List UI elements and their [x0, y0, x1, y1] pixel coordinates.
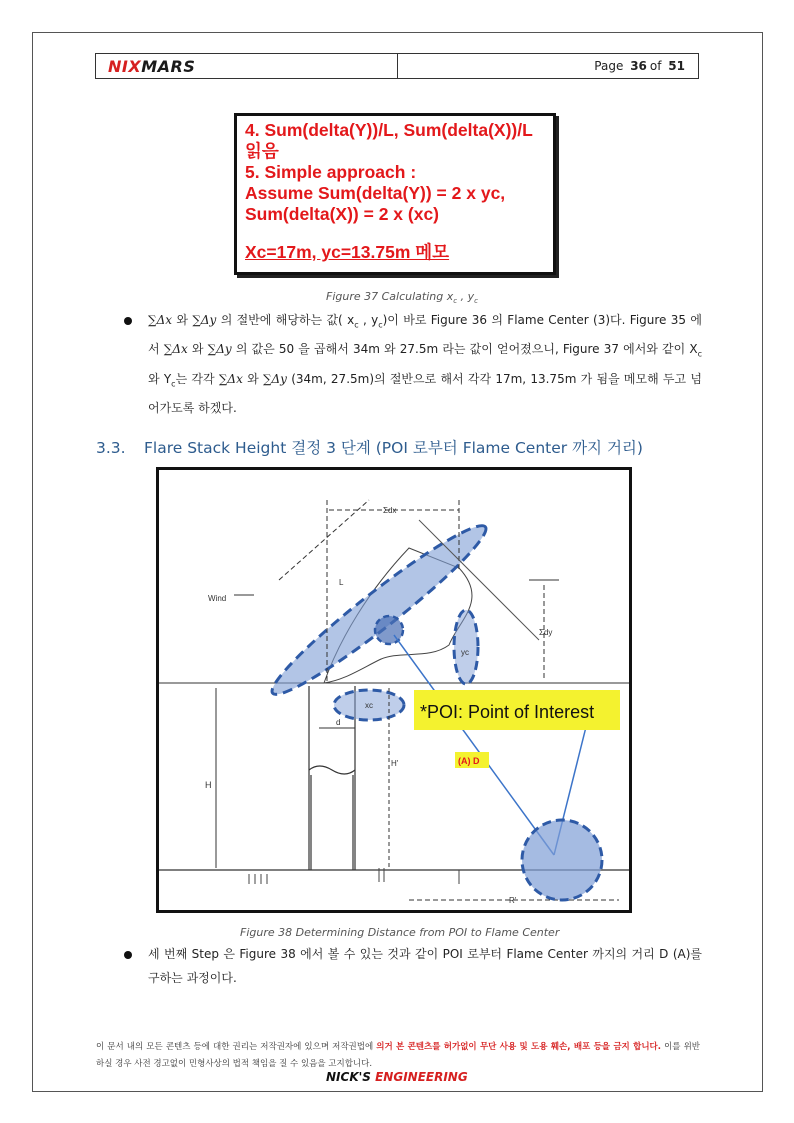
brand-part1: NICK'S [326, 1070, 376, 1084]
para1-sub-1: c [354, 320, 359, 330]
para1-text-2: , y [358, 313, 379, 327]
section-title: Flare Stack Height 결정 3 단계 (POI 로부터 Flame Center 까지 거리) [144, 439, 643, 457]
para1-text-5: 의 값은 50 을 곱해서 34m 와 27.5m 라는 값이 얻어졌으니, [235, 342, 559, 357]
sum-dx-3: ∑Δx [218, 371, 243, 386]
para1-text-3: )이 바로 Figure 36 의 Flame Center (3)다. [382, 313, 626, 327]
para1-text-4: Figure 35 에서 [148, 313, 702, 357]
sum-dx-2: ∑Δx [163, 342, 188, 357]
sigma-dy-label: Σdy [539, 628, 553, 637]
figure37-caption-sub1: c [453, 297, 458, 306]
page-indicator [398, 54, 698, 78]
para1-text-1: 의 절반에 해당하는 값( x [220, 313, 355, 327]
section-number: 3.3. [96, 439, 126, 457]
nixmars-logo [108, 57, 195, 76]
para1-text-8: 는 각각 [175, 371, 215, 386]
ad-label: (A) D [458, 756, 480, 766]
brand-part2: ENGINEERING [375, 1070, 468, 1084]
figure37-caption-mid: , y [457, 290, 475, 303]
memo-line-6: Xc=17m, yc=13.75m 메모 [245, 242, 450, 262]
note-part1: 이 문서 내의 모든 콘텐츠 등에 대한 권리는 저작권자에 있으며 저작권법에 [96, 1042, 377, 1052]
memo-figure [234, 113, 556, 275]
para1-text-6: Figure 37 에서와 같이 X [562, 342, 698, 357]
flare-diagram-svg [159, 470, 629, 910]
memo-line-5: Sum(delta(X)) = 2 x (xc) [245, 204, 440, 224]
yc-label: yc [461, 648, 469, 657]
figure37-caption [326, 290, 478, 305]
section-heading [96, 436, 643, 458]
figure37-caption-text: Figure 37 Calculating x [326, 290, 454, 303]
word-and-3: 와 [247, 371, 259, 386]
sigma-dx-label: Σdx [383, 506, 397, 515]
d-label: d [336, 718, 341, 727]
paragraph-step3 [124, 942, 702, 990]
poi-target-circle [522, 820, 602, 900]
h-label: H [205, 780, 212, 790]
para1-text-7: 와 Y [148, 371, 172, 386]
memo-line-1: 4. Sum(delta(Y))/L, Sum(delta(X))/L [245, 120, 533, 140]
sub-c-x: c [697, 349, 702, 359]
paragraph-flame-center [124, 308, 702, 420]
para1-text-10: 17m, 13.75m 가 됨을 메모해 두고 넘어가도록 하겠다. [148, 371, 702, 416]
note-red: 의거 본 콘텐츠를 허가없이 무단 사용 및 도용 훼손, 배포 등을 금지 합니다. [376, 1042, 661, 1052]
l-label: L [339, 578, 344, 587]
memo-line-3: 5. Simple approach : [245, 162, 417, 182]
xc-label: xc [365, 701, 373, 710]
para1-sub-2: c [378, 320, 383, 330]
flare-diagram [156, 467, 632, 913]
sum-dy-2: ∑Δy [207, 342, 232, 357]
of-word: of [649, 59, 662, 73]
page-word: Page [594, 59, 624, 73]
rprime-label: R' [509, 896, 517, 905]
memo-line-4: Assume Sum(delta(Y)) = 2 x yc, [245, 183, 506, 203]
logo-cell [96, 54, 398, 78]
copyright-note [96, 1039, 700, 1073]
page-total: 51 [668, 59, 685, 73]
figure37-caption-sub2: c [474, 297, 478, 306]
yc-ellipse [454, 610, 478, 684]
poi-label: *POI: Point of Interest [420, 702, 595, 722]
para2-text: 세 번째 Step 은 Figure 38 에서 볼 수 있는 것과 같이 POI 로부터 Flame Center 까지의 거리 D (A)를 구하는 과정이다. [148, 947, 702, 985]
figure38-caption: Figure 38 Determining Distance from POI to Flame Center [240, 926, 560, 939]
flame-center-marker [375, 616, 403, 644]
page-header [95, 53, 699, 79]
logo-part1: NIX [108, 56, 142, 76]
sum-dy-1: ∑Δy [192, 313, 217, 327]
hprime-label: H' [391, 759, 399, 768]
para1-text-9: (34m, 27.5m)의 절반으로 해서 각각 [291, 371, 492, 386]
word-and-2: 와 [191, 342, 204, 357]
note-part2: 이를 위반 하실 경우 사전 경고없이 민형사상의 법적 책임을 질 수 있음을 고지합니다. [96, 1042, 701, 1069]
logo-part2: MARS [141, 56, 196, 76]
sum-dy-3: ∑Δy [262, 371, 287, 386]
sum-dx-1: ∑Δx [148, 313, 172, 327]
footer-brand [326, 1070, 468, 1084]
sub-c-y: c [171, 379, 176, 389]
page-number: 36 [630, 59, 647, 73]
wind-label: Wind [208, 594, 227, 603]
word-and-1: 와 [176, 313, 188, 327]
memo-line-2: 읽음 [245, 141, 279, 161]
